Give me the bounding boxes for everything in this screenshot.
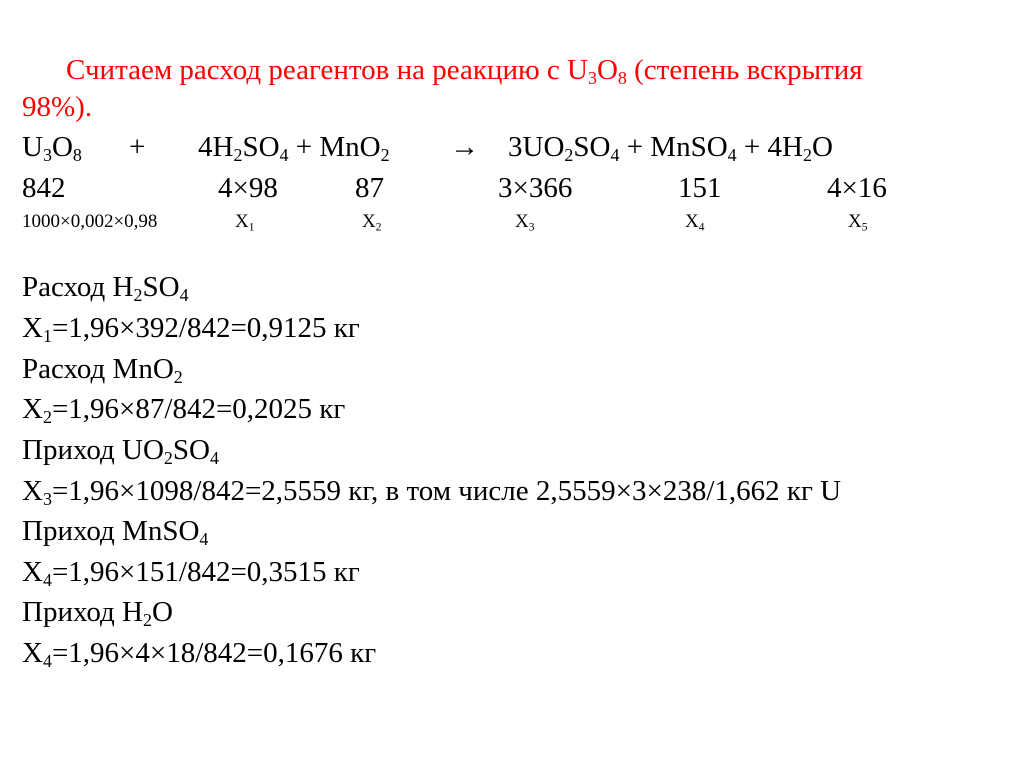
calc-line: $X_1=1,96\times 392/842=0,9125$ кг xyxy=(22,312,360,347)
unknowns-row xyxy=(22,211,1012,237)
calc-line: Приход $H_2O$ xyxy=(22,596,173,631)
equation-arrow: → xyxy=(450,131,479,163)
calc-line: $X_2=1,96\times 87/842=0,2025$ кг xyxy=(22,393,346,428)
reaction-equation xyxy=(22,130,1012,166)
equation-plus: + xyxy=(129,131,146,163)
mass-uo2so4: 3×366 xyxy=(498,172,573,204)
equation-term-h2so4-mno2: $4H_2SO_4 + MnO_2$ xyxy=(198,131,390,166)
calc-line: $X_3=1,96\times 1098/842=2,5559$ кг, в том числе 2,5559×3×238/1,662 кг U xyxy=(22,475,842,510)
mass-u3o8: 842 xyxy=(22,172,66,204)
heading-subscript: 8 xyxy=(617,68,627,89)
mass-h2o: 4×16 xyxy=(827,172,887,204)
mass-h2so4: 4×98 xyxy=(218,172,278,204)
mass-mnso4: 151 xyxy=(678,172,722,204)
calc-line: $X_4=1,96\times 151/842=0,3515$ кг xyxy=(22,556,360,591)
equation-products: $3UO_2SO_4$ + MnSO$_4$ + $4H_2O$ xyxy=(508,131,833,166)
unknown-x2: $X_2$ xyxy=(362,211,382,234)
unknown-x5: $X_5$ xyxy=(848,211,868,234)
heading-line-1 xyxy=(66,53,863,87)
heading-text: Считаем расход реагентов на реакцию с U xyxy=(66,54,588,86)
calc-line: $X_4=1,96\times 4\times 18/842=0,1676$ кг xyxy=(22,637,377,672)
mass-mno2: 87 xyxy=(355,172,384,204)
unknown-x4: $X_4$ xyxy=(685,211,705,234)
calc-line: Расход MnO$_2$ xyxy=(22,353,183,388)
equation-term-u3o8: $U_3O_8$ xyxy=(22,131,82,166)
calc-line: Приход $UO_2SO_4$ xyxy=(22,434,219,469)
heading-line-2: 98%). xyxy=(22,91,93,123)
heading-text: O xyxy=(596,54,618,86)
unknown-x3: $X_3$ xyxy=(515,211,535,234)
heading-text: (степень вскрытия xyxy=(626,54,863,86)
unknown-x1: $X_1$ xyxy=(235,211,255,234)
molar-masses-row xyxy=(22,171,1012,207)
calc-line: Расход $H_2SO_4$ xyxy=(22,271,189,306)
calc-line: Приход MnSO$_4$ xyxy=(22,515,209,550)
heading-subscript: 3 xyxy=(587,68,597,89)
given-amount: 1000×0,002×0,98 xyxy=(22,211,158,232)
